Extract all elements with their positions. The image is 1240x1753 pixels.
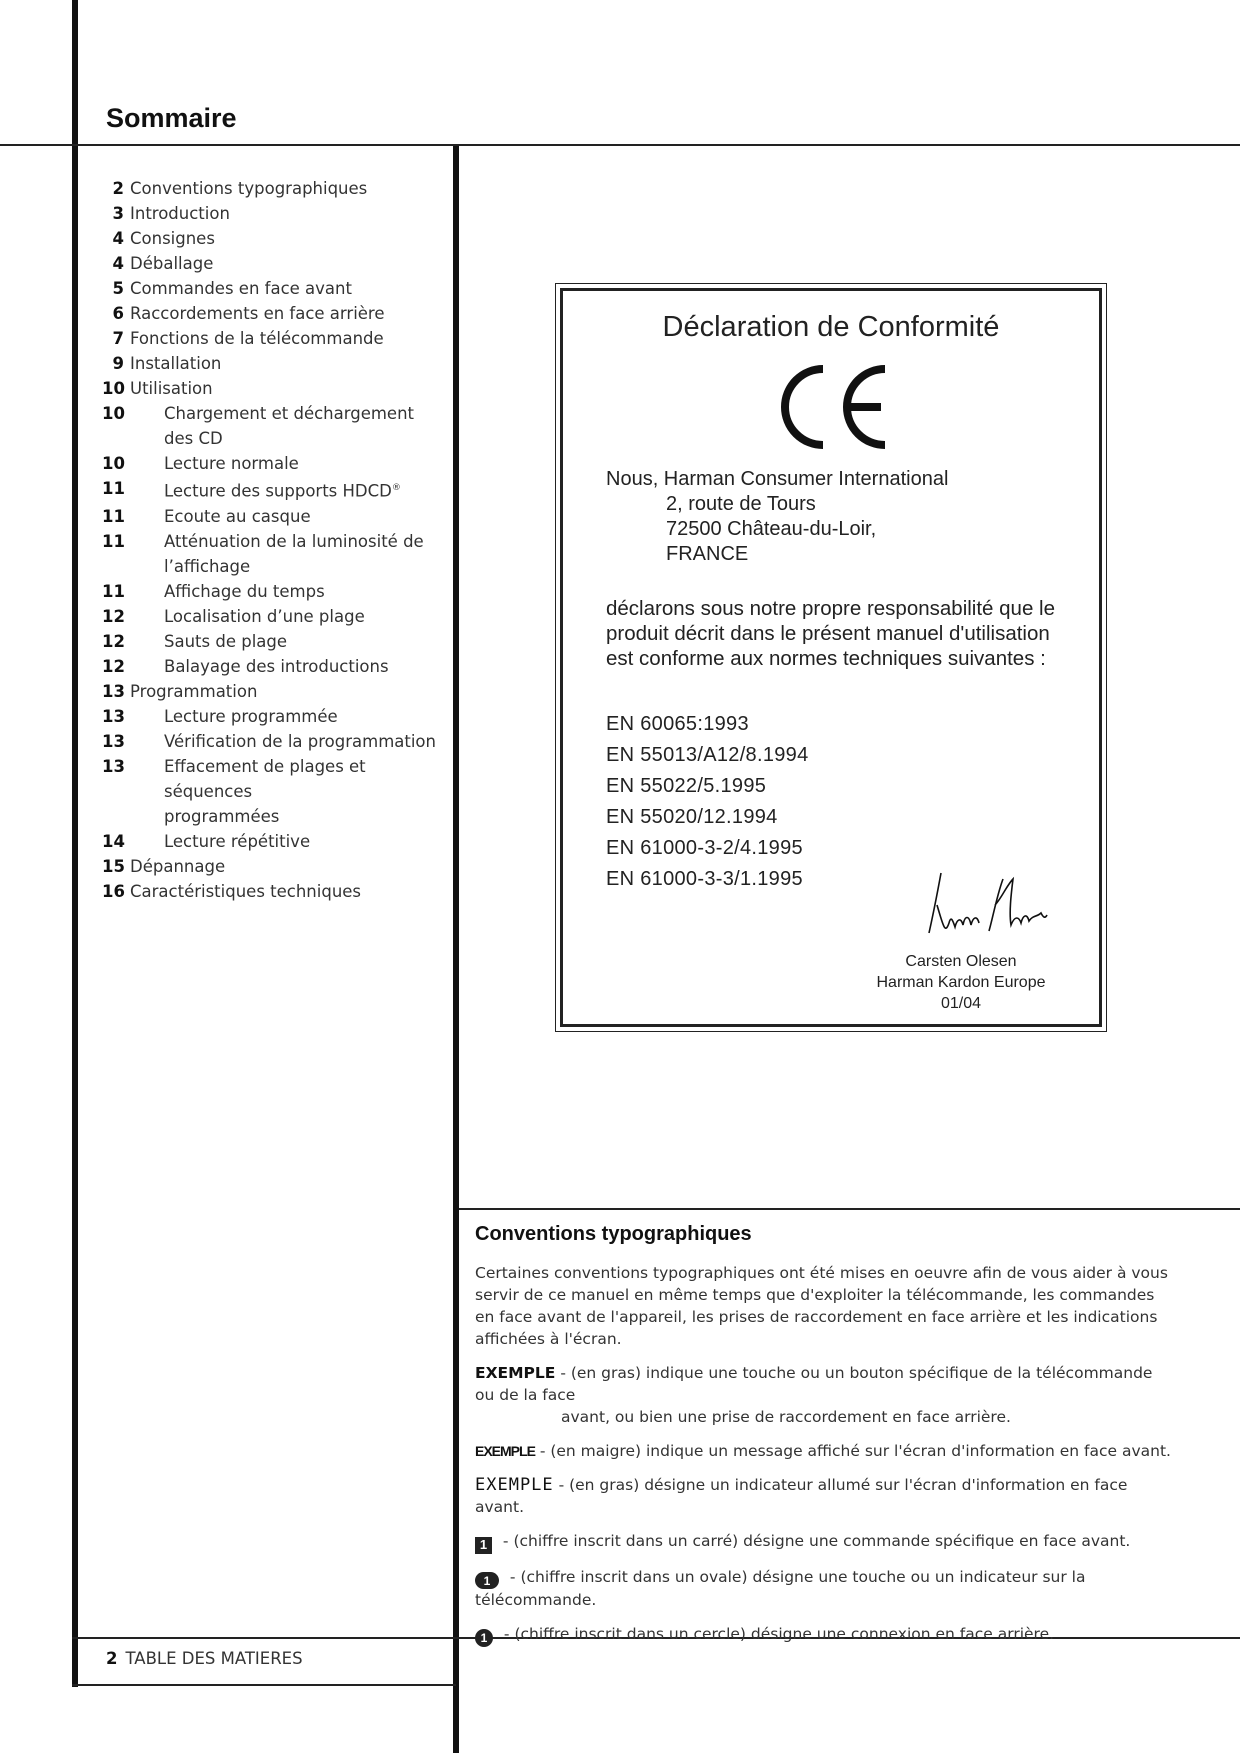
toc-entry[interactable] [102, 629, 442, 654]
toc-label: l’affichage [164, 556, 251, 576]
norm-item: EN 55013/A12/8.1994 [606, 744, 809, 766]
footer-rule-bottom [72, 1684, 456, 1686]
page-footer [106, 1649, 303, 1668]
toc-label: Fonctions de la télécommande [130, 329, 384, 348]
toc-entry[interactable] [102, 729, 442, 754]
toc-entry[interactable] [102, 704, 442, 729]
convention-oval [475, 1566, 1175, 1612]
toc-label: Vérification de la programmation [164, 731, 436, 751]
toc-page-number: 13 [102, 756, 125, 776]
toc-entry[interactable] [102, 604, 442, 629]
section-rule [459, 1208, 1240, 1210]
toc-entry[interactable] [102, 554, 442, 579]
toc-label: Chargement et déchargement des CD [164, 404, 415, 448]
toc-label: Affichage du temps [164, 581, 325, 601]
toc-entry[interactable] [102, 401, 442, 451]
page-number: 2 [106, 1649, 118, 1668]
toc-entry[interactable] [102, 476, 442, 504]
toc-page-number: 12 [102, 631, 125, 651]
toc-entry[interactable] [102, 879, 442, 904]
example-lcd: EXEMPLE [475, 1475, 554, 1495]
toc-entry[interactable] [102, 854, 442, 879]
oval-number-icon: 1 [475, 1572, 499, 1589]
toc-page-number: 7 [112, 329, 124, 348]
toc-page-number: 5 [112, 279, 124, 298]
norm-item: EN 61000-3-3/1.1995 [606, 868, 803, 890]
table-of-contents [102, 176, 442, 904]
toc-entry[interactable] [102, 654, 442, 679]
toc-label: Lecture des supports HDCD® [164, 481, 401, 501]
toc-label: Déballage [130, 254, 214, 273]
square-number-icon: 1 [475, 1537, 492, 1554]
conformity-statement: déclarons sous notre propre responsabilité que le produit décrit dans le présent manuel d'utilisation est conforme aux normes techniques suivantes : [606, 597, 1055, 670]
convention-circle [475, 1623, 1175, 1647]
toc-entry[interactable] [102, 326, 442, 351]
toc-page-number: 11 [102, 531, 125, 551]
toc-label: Lecture programmée [164, 706, 338, 726]
toc-page-number: 10 [102, 379, 125, 398]
toc-label: Atténuation de la luminosité de [164, 531, 424, 551]
toc-entry[interactable] [102, 201, 442, 226]
norm-item: EN 61000-3-2/4.1995 [606, 837, 803, 859]
convention-square [475, 1530, 1175, 1554]
toc-label: programmées [164, 806, 280, 826]
toc-label: Lecture répétitive [164, 831, 311, 851]
square-description: - (chiffre inscrit dans un carré) désigne une commande spécifique en face avant. [498, 1532, 1131, 1550]
toc-page-number: 2 [112, 179, 124, 198]
toc-entry[interactable] [102, 301, 442, 326]
toc-page-number: 13 [102, 731, 125, 751]
left-margin-bar [72, 0, 78, 1687]
toc-label: Ecoute au casque [164, 506, 311, 526]
conventions-intro: Certaines conventions typographiques ont été mises en oeuvre afin de vous aider à vous servir de ce manuel en même temps que d'exploiter la télécommande, les commandes en face avant de l'appareil, les prises de raccordement en face arrière et les indications affichées à l'écran. [475, 1264, 1168, 1348]
convention-lcd [475, 1474, 1175, 1518]
toc-entry[interactable] [102, 376, 442, 401]
toc-entry[interactable] [102, 276, 442, 301]
handwritten-signature [923, 865, 1053, 945]
example-bold: EXEMPLE [475, 1364, 556, 1382]
toc-page-number: 10 [102, 454, 125, 473]
toc-page-number: 12 [102, 606, 125, 626]
toc-page-number: 12 [102, 656, 125, 676]
manufacturer-address [606, 467, 948, 567]
toc-entry[interactable] [102, 251, 442, 276]
toc-label: Effacement de plages et séquences [164, 756, 366, 801]
norm-item: EN 55022/5.1995 [606, 775, 767, 797]
toc-page-number: 13 [102, 706, 125, 726]
bold-description: - (en gras) indique une touche ou un bouton spécifique de la télécommande ou de la face [475, 1364, 1153, 1404]
toc-page-number: 15 [102, 856, 125, 876]
toc-entry[interactable] [102, 829, 442, 854]
toc-entry[interactable] [102, 351, 442, 376]
toc-label: Conventions typographiques [130, 179, 368, 198]
toc-page-number: 11 [102, 581, 125, 601]
circle-description: - (chiffre inscrit dans un cercle) désigne une connexion en face arrière. [499, 1625, 1055, 1643]
toc-page-number [102, 554, 130, 579]
toc-page-number: 11 [102, 506, 125, 526]
toc-label: Raccordements en face arrière [130, 304, 385, 323]
conventions-heading: Conventions typographiques [475, 1223, 752, 1245]
signer-company: Harman Kardon Europe [876, 974, 1046, 991]
toc-entry[interactable] [102, 176, 442, 201]
address-line-1: Nous, Harman Consumer International [606, 468, 949, 490]
toc-label: Sauts de plage [164, 631, 288, 651]
toc-page-number: 14 [102, 831, 125, 851]
toc-label: Installation [130, 354, 222, 373]
toc-entry[interactable] [102, 679, 442, 704]
toc-page-number: 4 [112, 229, 124, 248]
bold-description-cont: avant, ou bien une prise de raccordement en face arrière. [561, 1408, 1011, 1426]
toc-page-number: 11 [102, 479, 125, 498]
declaration-of-conformity [555, 283, 1107, 1032]
declaration-inner-frame [560, 288, 1102, 1027]
toc-label: Balayage des introductions [164, 656, 389, 676]
footer-label: TABLE DES MATIERES [125, 1649, 303, 1668]
signer-block [863, 951, 1059, 1014]
toc-page-number: 13 [102, 681, 125, 701]
header-rule [0, 144, 1240, 146]
toc-label: Utilisation [130, 379, 213, 398]
toc-label: Localisation d’une plage [164, 606, 365, 626]
declaration-title: Déclaration de Conformité [662, 311, 1000, 343]
toc-label: Caractéristiques techniques [130, 881, 362, 901]
conventions-section [475, 1262, 1175, 1659]
address-line-4: FRANCE [666, 543, 749, 565]
address-line-2: 2, route de Tours [666, 493, 816, 515]
address-line-3: 72500 Château-du-Loir, [666, 518, 877, 540]
toc-page-number: 3 [112, 204, 124, 223]
toc-page-number: 16 [102, 881, 125, 901]
ce-mark-icon [771, 359, 901, 455]
toc-entry[interactable] [102, 226, 442, 251]
lcd-description: - (en gras) désigne un indicateur allumé sur l'écran d'information en face avant. [475, 1476, 1128, 1516]
signer-name: Carsten Olesen [905, 953, 1017, 970]
toc-entry[interactable] [102, 804, 442, 829]
oval-description: - (chiffre inscrit dans un ovale) désigne une touche ou un indicateur sur la télécommande. [475, 1567, 1086, 1609]
toc-label: Commandes en face avant [130, 279, 352, 298]
condensed-description: - (en maigre) indique un message affiché sur l'écran d'information en face avant. [534, 1442, 1171, 1460]
toc-page-number: 4 [112, 254, 124, 273]
toc-page-number [102, 804, 130, 829]
toc-entry[interactable] [102, 579, 442, 604]
norm-item: EN 55020/12.1994 [606, 806, 778, 828]
toc-label: Programmation [130, 681, 258, 701]
toc-entry[interactable] [102, 451, 442, 476]
page-title: Sommaire [106, 103, 237, 133]
column-divider-bar [453, 145, 459, 1753]
toc-entry[interactable] [102, 754, 442, 804]
toc-page-number: 10 [102, 404, 125, 423]
declaration-date: 01/04 [940, 995, 982, 1012]
toc-entry[interactable] [102, 504, 442, 529]
norms-list [606, 709, 809, 895]
toc-label: Dépannage [130, 856, 226, 876]
norm-item: EN 60065:1993 [606, 713, 749, 735]
convention-condensed [475, 1440, 1175, 1462]
example-condensed: EXEMPLE [475, 1443, 535, 1459]
toc-label: Lecture normale [164, 454, 299, 473]
toc-label: Consignes [130, 229, 215, 248]
convention-bold [475, 1362, 1175, 1428]
circle-number-icon: 1 [475, 1629, 493, 1647]
toc-entry[interactable] [102, 529, 442, 554]
toc-page-number: 9 [112, 354, 124, 373]
toc-label: Introduction [130, 204, 230, 223]
toc-page-number: 6 [112, 304, 124, 323]
